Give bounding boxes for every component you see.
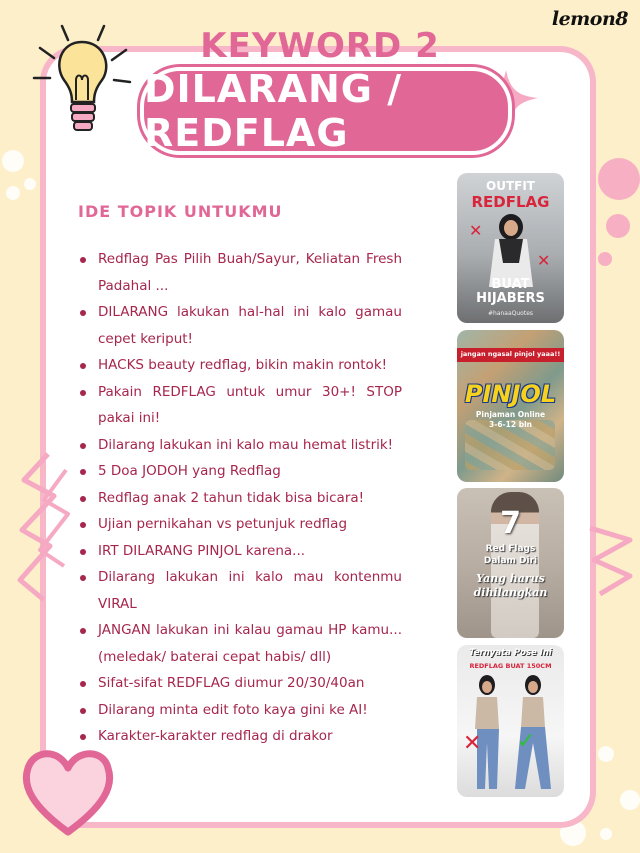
bg-dot [598,746,614,762]
thumb-text: jangan ngasal pinjol yaaa!! [460,350,561,358]
bg-dot [560,820,586,846]
thumbnail-pinjol[interactable] [457,330,564,482]
bg-dot [6,186,20,200]
thumb-text: HIJABERS [476,291,545,306]
thumb-text: Pinjaman Online [475,410,546,419]
green-check-icon: ✓ [517,729,536,754]
thumb-text: Yang harus [476,572,545,585]
list-item: Dilarang lakukan ini kalo mau hemat listrik! [78,432,402,459]
list-item: Redflag Pas Pilih Buah/Sayur, Keliatan Fresh Padahal ... [78,246,402,299]
thumb-text: Ternyata Pose Ini [469,648,552,658]
list-item: Sifat-sifat REDFLAG diumur 20/30/40an [78,670,402,697]
page-title: DILARANG / REDFLAG [144,67,403,155]
zigzag-decoration [14,450,74,610]
thumb-text: 3-6-12 bln [489,420,532,429]
list-item: Redflag anak 2 tahun tidak bisa bicara! [78,485,402,512]
thumb-text: Red Flags [485,544,536,554]
list-item: Dilarang lakukan ini kalo mau kontenmu VIRAL [78,564,402,617]
keyword-label: KEYWORD 2 [200,26,440,66]
title-pill [140,67,512,155]
list-item: Dilarang minta edit foto kaya gini ke AI! [78,697,402,724]
bg-pink-dot [606,214,630,238]
thumb-text: OUTFIT [486,179,535,193]
list-item: HACKS beauty redflag, bikin makin rontok! [78,352,402,379]
section-title: IDE TOPIK UNTUKMU [78,202,283,221]
thumb-text: BUAT [491,277,530,292]
list-item: DILARANG lakukan hal-hal ini kalo gamau cepet keriput! [78,299,402,352]
thumb-text: 7 [500,506,521,541]
hijab-model-figure [483,213,539,287]
list-item: Ujian pernikahan vs petunjuk redflag [78,511,402,538]
red-x-icon: ✕ [537,251,551,270]
thumb-text: REDFLAG BUAT 150CM [469,662,552,670]
list-item: Pakain REDFLAG untuk umur 30+! STOP pakai ini! [78,379,402,432]
topic-list [78,246,402,750]
thumb-tag: #hanaaQuotes [487,310,534,317]
heart-icon [18,740,118,840]
bg-dot [2,150,24,172]
list-item: JANGAN lakukan ini kalau gamau HP kamu... (meledak/ baterai cepat habis/ dll) [78,617,402,670]
zigzag-decoration [580,520,640,600]
list-item: Karakter-karakter redflag di drakor [78,723,402,750]
thumbnail-outfit-redflag[interactable] [457,173,564,323]
bg-dot [620,790,640,810]
red-x-icon: ✕ [463,731,482,756]
thumb-text: PINJOL [464,380,557,408]
thumbnail-7-red-flags[interactable] [457,488,564,638]
list-item: 5 Doa JODOH yang Redflag [78,458,402,485]
thumbnail-pose-150cm[interactable] [457,645,564,797]
thumb-text: dihilangkan [473,586,548,599]
red-x-icon: ✕ [469,221,483,240]
bg-dot [24,178,36,190]
list-item: IRT DILARANG PINJOL karena... [78,538,402,565]
bg-dot [600,828,612,840]
thumb-text: REDFLAG [471,193,550,211]
bg-pink-dot [598,158,640,200]
bg-pink-dot [598,252,612,266]
lemon8-logo: lemon8 [551,8,628,30]
thumb-text: Dalam Diri [483,556,538,566]
